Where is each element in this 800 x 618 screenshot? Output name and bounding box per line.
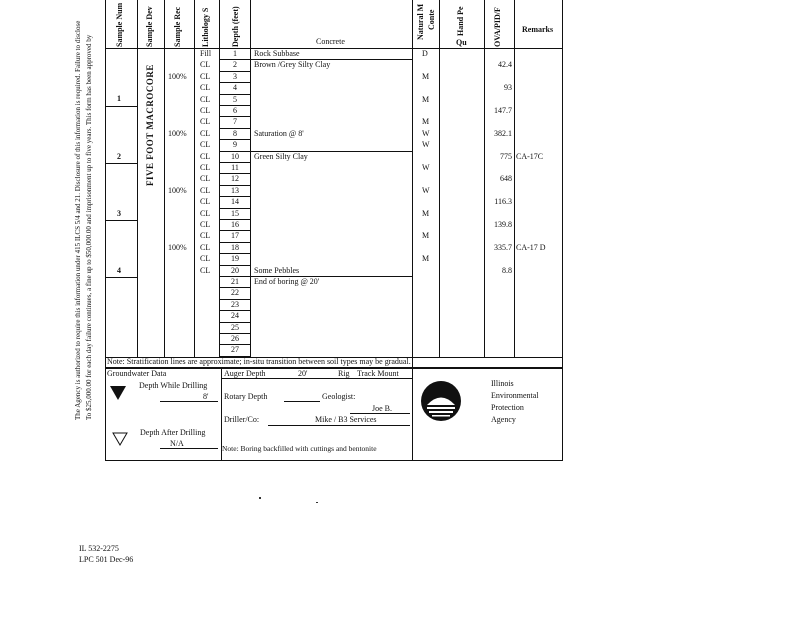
depth-cell: 13: [231, 185, 239, 195]
depth-cell: 6: [233, 106, 237, 115]
depth-after-drilling-value: N/A: [170, 439, 184, 448]
ova-cell: 648: [500, 174, 512, 184]
lithology-cell: CL: [200, 83, 211, 93]
ova-cell: 382.1: [494, 128, 512, 138]
lithology-cell: CL: [200, 71, 211, 81]
header-description: Concrete: [316, 37, 345, 46]
sample-number: 3: [117, 209, 121, 218]
ova-cell: 775: [500, 151, 512, 161]
depth-cell: 4: [233, 83, 237, 93]
depth-cell: 12: [231, 174, 239, 184]
form-revision: LPC 501 Dec-96: [79, 555, 134, 564]
depth-cell: 21: [231, 277, 239, 286]
lithology-cell: CL: [200, 220, 211, 229]
scan-speck: [316, 502, 318, 503]
header-natural-moisture: Natural M: [416, 3, 425, 40]
lithology-cell: CL: [200, 163, 211, 172]
sampling-device: FIVE FOOT MACROCORE: [145, 64, 155, 186]
rotary-depth-label: Rotary Depth: [224, 392, 268, 401]
remarks-cell: CA-17C: [516, 151, 544, 161]
moisture-cell: M: [422, 208, 430, 218]
depth-cell: 8: [233, 128, 237, 138]
depth-cell: 23: [231, 299, 239, 309]
lithology-cell: CL: [200, 197, 211, 207]
scan-speck: [259, 497, 261, 499]
header-natural-moisture-2: Conte: [427, 9, 436, 30]
moisture-cell: W: [422, 128, 430, 138]
agency-name-line-1: Illinois: [491, 379, 514, 388]
auger-depth-label: Auger Depth: [224, 369, 266, 378]
auger-depth-value: 20': [298, 369, 308, 378]
driller-value: Mike / B3 Services: [315, 415, 377, 424]
moisture-cell: M: [422, 231, 430, 241]
lithology-cell: CL: [200, 117, 211, 127]
sample-recovery: 100%: [168, 243, 187, 252]
moisture-cell: W: [422, 185, 430, 195]
description-cell: Rock Subbase: [254, 49, 300, 58]
description-cell: Some Pebbles: [254, 265, 300, 275]
depth-cell: 9: [233, 140, 237, 150]
depth-cell: 18: [231, 242, 239, 252]
moisture-cell: W: [422, 140, 430, 150]
lithology-cell: CL: [200, 128, 211, 138]
depth-while-drilling-label: Depth While Drilling: [139, 381, 208, 390]
depth-while-drilling-value: 8': [203, 392, 209, 401]
lithology-cell: CL: [200, 106, 211, 115]
moisture-cell: M: [422, 117, 430, 127]
filled-triangle-icon: [110, 386, 126, 400]
header-sample-recovery: Sample Rec: [173, 6, 182, 47]
depth-cell: 10: [231, 151, 239, 161]
moisture-cell: M: [422, 254, 430, 264]
description-cell: Saturation @ 8': [254, 128, 304, 138]
geologist-value: Joe B.: [372, 404, 392, 413]
moisture-cell: W: [422, 163, 430, 172]
sample-number: 1: [117, 94, 121, 103]
sample-number: 2: [117, 152, 121, 161]
header-hand-pen-2: Qu: [456, 38, 467, 47]
lithology-cell: CL: [200, 265, 211, 275]
lithology-cell: CL: [200, 140, 211, 150]
moisture-cell: D: [422, 49, 428, 58]
depth-cell: 1: [233, 49, 237, 58]
depth-cell: 27: [231, 345, 239, 355]
lithology-cell: CL: [200, 208, 211, 218]
depth-cell: 20: [231, 265, 239, 275]
depth-cell: 14: [231, 197, 239, 207]
depth-cell: 24: [231, 311, 239, 321]
header-sample-device: Sample Dev: [145, 6, 154, 47]
description-cell: End of boring @ 20': [254, 277, 320, 286]
depth-cell: 7: [233, 117, 237, 127]
ova-cell: 8.8: [502, 265, 512, 275]
lithology-cell: CL: [200, 174, 211, 184]
ova-cell: 147.7: [494, 106, 512, 115]
header-ova: OVA/PID/F: [493, 7, 502, 47]
sample-recovery: 100%: [168, 72, 187, 81]
driller-label: Driller/Co:: [224, 415, 260, 424]
lithology-cell: CL: [200, 94, 211, 104]
side-notice-line-1: The Agency is authorized to require this information under 415 ILCS 5/4 and 21. Disclosure of this information is required. Failure to disclose: [74, 20, 82, 420]
agency-name-line-3: Protection: [491, 403, 524, 412]
depth-cell: 26: [231, 334, 239, 343]
header-lithology: Lithology S: [201, 7, 210, 47]
depth-after-drilling-label: Depth After Drilling: [140, 428, 206, 437]
description-cell: Brown /Grey Silty Clay: [254, 60, 331, 70]
ova-cell: 335.7: [494, 242, 512, 252]
depth-cell: 15: [231, 208, 239, 218]
lithology-cell: CL: [200, 60, 211, 70]
ova-cell: 116.3: [494, 197, 512, 207]
lithology-cell: CL: [200, 231, 211, 241]
groundwater-title: Groundwater Data: [107, 369, 167, 378]
backfill-note: Note: Boring backfilled with cuttings and bentonite: [222, 444, 377, 453]
sample-recovery: 100%: [168, 129, 187, 138]
depth-cell: 19: [231, 254, 239, 264]
depth-cell: 16: [231, 220, 239, 229]
header-sample-number: Sample Num: [115, 2, 124, 47]
stratification-note: Note: Stratification lines are approximate; in-situ transition between soil types may be gradual.: [107, 357, 411, 366]
depth-cell: 5: [233, 94, 237, 104]
header-hand-pen: Hand Pe: [456, 6, 465, 36]
moisture-cell: M: [422, 94, 430, 104]
agency-name-line-2: Environmental: [491, 391, 539, 400]
side-notice-line-2: To $25,000.00 for each day failure continues, a fine up to $50,000.00 and imprisonment up to five years. This form has been approved by: [85, 34, 93, 420]
lithology-cell: Fill: [200, 49, 212, 58]
outline-triangle-icon: [112, 432, 128, 446]
depth-cell: 3: [233, 71, 237, 81]
moisture-cell: M: [422, 71, 430, 81]
ova-cell: 139.8: [494, 220, 512, 229]
agency-name-line-4: Agency: [491, 415, 516, 424]
description-cell: Green Silty Clay: [254, 151, 308, 161]
geologist-label: Geologist:: [322, 392, 356, 401]
form-number: IL 532-2275: [79, 544, 119, 553]
remarks-cell: CA-17 D: [516, 242, 546, 252]
header-remarks: Remarks: [522, 25, 554, 34]
illinois-epa-logo: [420, 380, 462, 422]
lithology-cell: CL: [200, 254, 211, 264]
lithology-cell: CL: [200, 185, 211, 195]
ova-cell: 42.4: [498, 60, 512, 70]
depth-cell: 22: [231, 288, 239, 298]
rig-value: Track Mount: [357, 369, 399, 378]
sample-recovery: 100%: [168, 186, 187, 195]
depth-cell: 25: [231, 322, 239, 332]
depth-cell: 17: [231, 231, 239, 241]
rig-label: Rig: [338, 369, 350, 378]
sample-number: 4: [117, 266, 121, 275]
ova-cell: 93: [504, 83, 512, 93]
depth-cell: 11: [231, 163, 239, 172]
header-depth: Depth (feet): [231, 6, 240, 47]
depth-cell: 2: [233, 60, 237, 70]
lithology-cell: CL: [200, 242, 211, 252]
lithology-cell: CL: [200, 151, 211, 161]
